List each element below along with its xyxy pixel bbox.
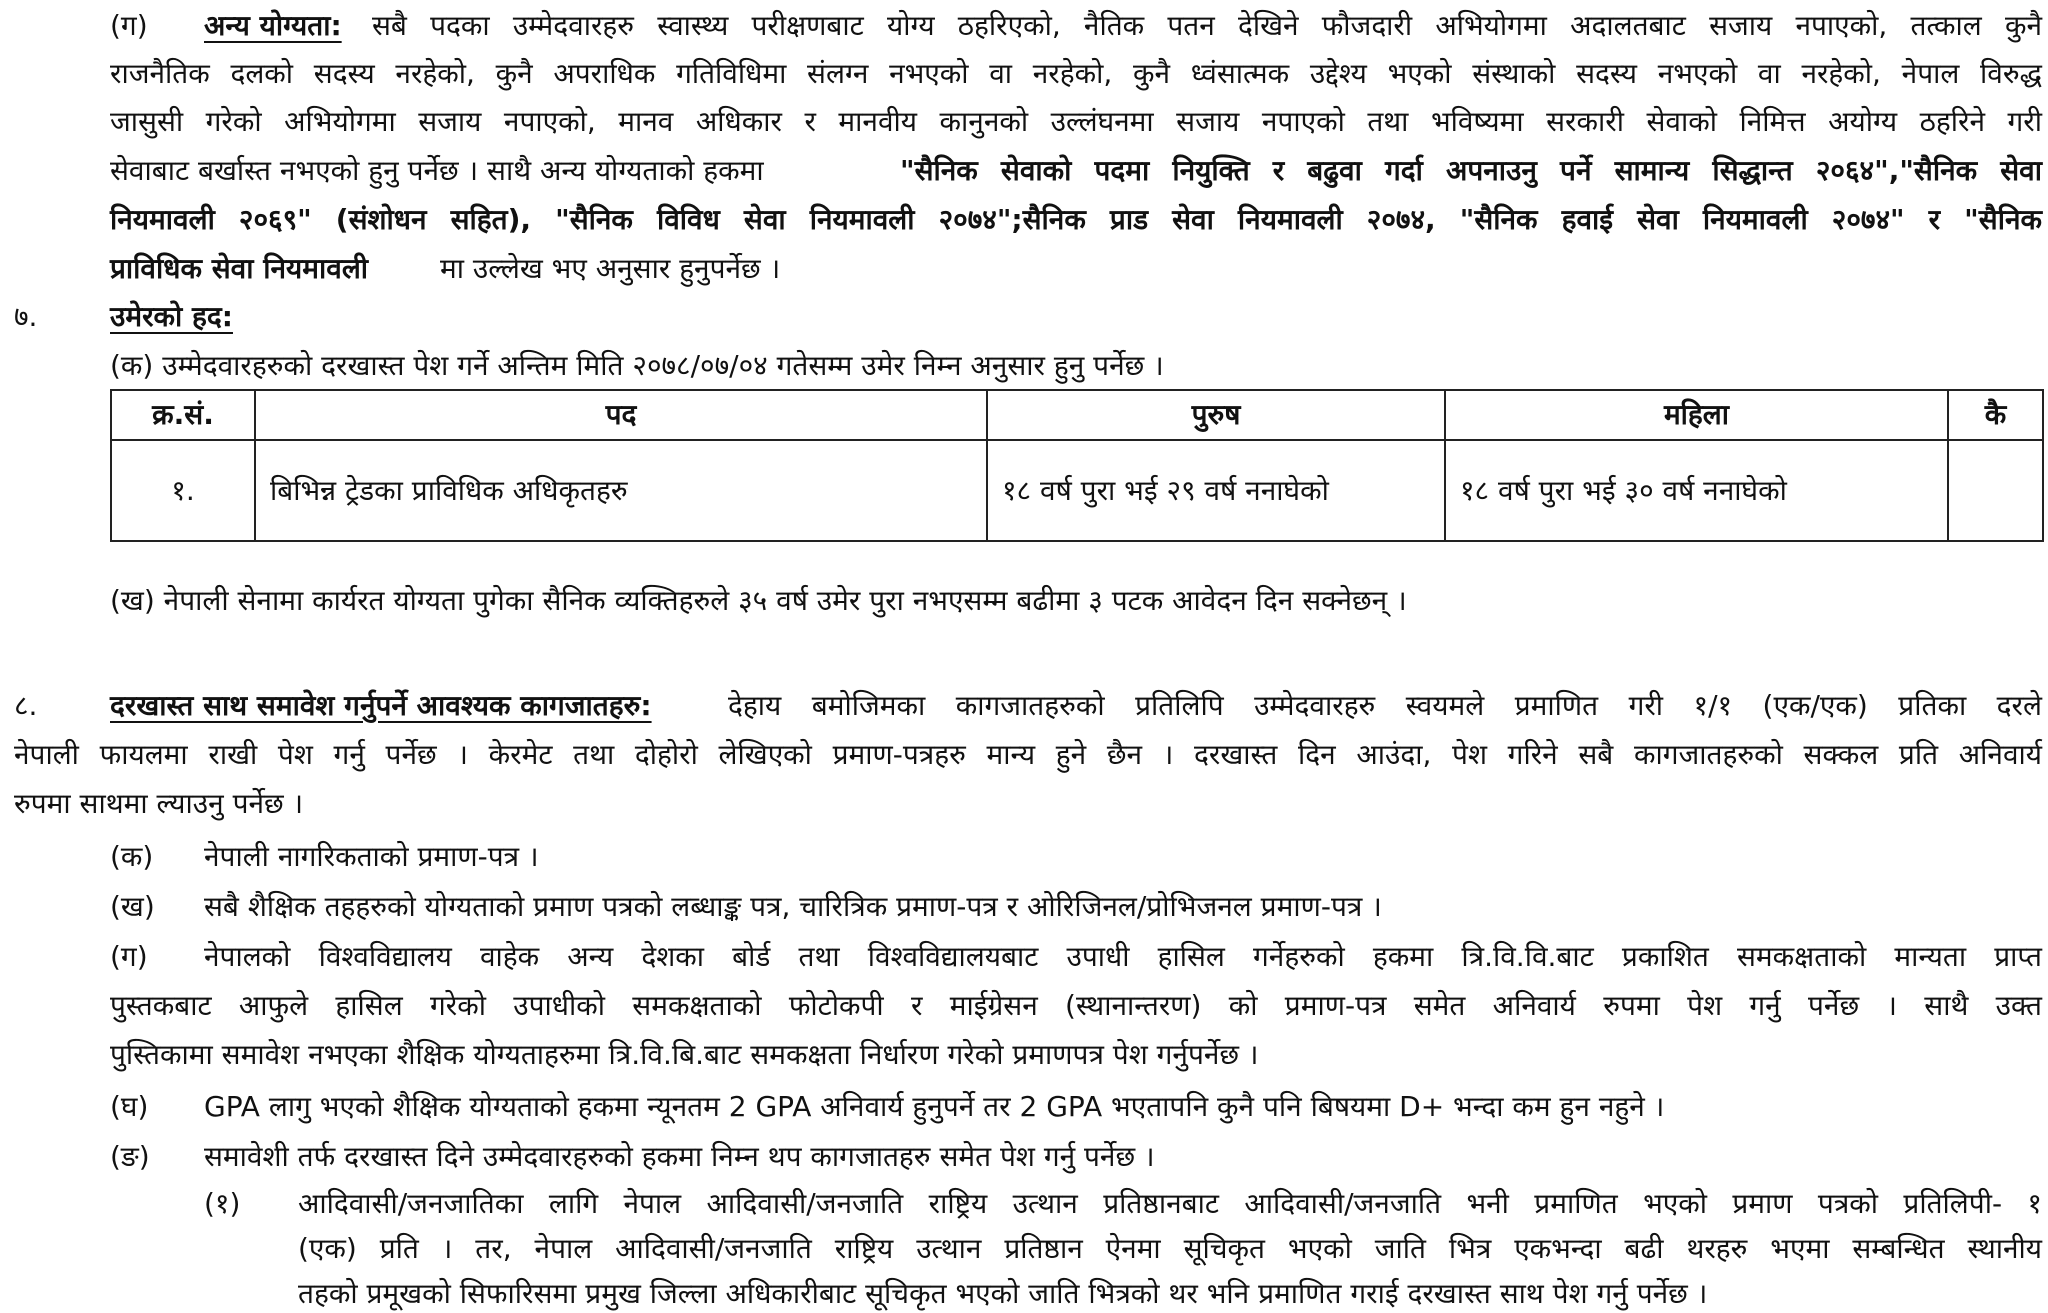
sub-item-1-line-3: तहको प्रमूखको सिफारिसमा प्रमुख जिल्ला अधिकारीबाट सूचिकृत भएको जाति भित्रको थर भनि प्रमाणित गराई दरखास्त साथ पेश गर्नु पर्नेछ । (298, 1277, 1708, 1310)
doc-item-ga-label: (ग) (110, 940, 148, 973)
doc-item-ga-line-2: पुस्तकबाट आफुले हासिल गरेको उपाधीको समकक्षताको फोटोकपी र माईग्रेसन (स्थानान्तरण) को प्रमाण-पत्र समेत अनिवार्य रुपमा पेश गर्नु पर्नेछ । साथै उक्त (110, 989, 2042, 1022)
section-ga-label: (ग) (110, 9, 148, 42)
doc-item-ga-line-3: पुस्तिकामा समावेश नभएका शैक्षिक योग्यताहरुमा त्रि.वि.बि.बाट समकक्षता निर्धारण गरेको प्रमाणपत्र पेश गर्नुपर्नेछ । (110, 1038, 1259, 1071)
doc-item-nga-label: (ङ) (110, 1140, 150, 1173)
section-ga-line-4b: "सैनिक सेवाको पदमा नियुक्ति र बढुवा गर्दा अपनाउनु पर्ने सामान्य सिद्धान्त २०६४","सैनिक सेवा (900, 154, 2042, 187)
sub-item-1-line-2: (एक) प्रति । तर, नेपाल आदिवासी/जनजाति राष्ट्रिय उत्थान प्रतिष्ठान ऐनमा सूचिकृत भएको जाति भित्र एकभन्दा बढी थरहरु भएमा सम्बन्धित स्थानीय (298, 1232, 2042, 1265)
cell-serial: १. (111, 440, 255, 541)
doc-item-gha-label: (घ) (110, 1090, 149, 1123)
sub-item-1-line-1: आदिवासी/जनजातिका लागि नेपाल आदिवासी/जनजाति राष्ट्रिय उत्थान प्रतिष्ठानबाट आदिवासी/जनजाति भनी प्रमाणित भएको प्रमाण पत्रको प्रतिलिपी- १ (298, 1187, 2042, 1220)
doc-item-kha: सबै शैक्षिक तहहरुको योग्यताको प्रमाण पत्रको लब्धाङ्क पत्र, चारित्रिक प्रमाण-पत्र र ओरिजिनल/प्रोभिजनल प्रमाण-पत्र । (204, 890, 1382, 923)
age-limit-table (110, 389, 2044, 542)
doc-item-ga-line-1: नेपालको विश्वविद्यालय वाहेक अन्य देशका बोर्ड तथा विश्वविद्यालयबाट उपाधी हासिल गर्नेहरुको हकमा त्रि.वि.वि.बाट प्रकाशित समकक्षताको मान्यता प्राप्त (204, 940, 2042, 973)
doc-item-gha: GPA लागु भएको शैक्षिक योग्यताको हकमा न्यूनतम 2 GPA अनिवार्य हुनुपर्ने तर 2 GPA भएतापनि कुनै पनि बिषयमा D+ भन्दा कम हुन नहुने । (204, 1090, 1665, 1123)
cell-male: १८ वर्ष पुरा भई २९ वर्ष ननाघेको (987, 440, 1445, 541)
doc-item-kha-label: (ख) (110, 890, 155, 923)
section-ga-line-2: राजनैतिक दलको सदस्य नरहेको, कुनै अपराधिक गतिविधिमा संलग्न नभएको वा नरहेको, कुनै ध्वंसात्मक उद्देश्य भएको संस्थाको सदस्य नभएको वा नरहेको, नेपाल विरुद्ध (110, 57, 2042, 90)
doc-item-ka: नेपाली नागरिकताको प्रमाण-पत्र । (204, 840, 539, 873)
section-8-intro-1: देहाय बमोजिमका कागजातहरुको प्रतिलिपि उम्मेदवारहरु स्वयमले प्रमाणित गरी १/१ (एक/एक) प्रतिका दरले (728, 689, 2042, 722)
section-ga-title: अन्य योग्यता: (204, 9, 342, 42)
header-remarks: कै (1948, 390, 2043, 440)
section-8-number: ८. (14, 689, 38, 722)
cell-post: बिभिन्न ट्रेडका प्राविधिक अधिकृतहरु (255, 440, 987, 541)
header-serial: क्र.सं. (111, 390, 255, 440)
section-ga-line-6a: प्राविधिक सेवा नियमावली (110, 252, 369, 285)
section-7-title: उमेरको हद: (110, 300, 233, 333)
section-7-number: ७. (14, 300, 38, 333)
cell-remarks (1948, 440, 2043, 541)
section-7-kha: (ख) नेपाली सेनामा कार्यरत योग्यता पुगेका सैनिक व्यक्तिहरुले ३५ वर्ष उमेर पुरा नभएसम्म बढीमा ३ पटक आवेदन दिन सक्नेछन् । (110, 584, 1407, 617)
section-ga-line-5: नियमावली २०६९" (संशोधन सहित), "सैनिक विविध सेवा नियमावली २०७४";सैनिक प्राड सेवा नियमावली २०७४, "सैनिक हवाई सेवा नियमावली २०७४" र "सैनिक (110, 203, 2042, 236)
header-female: महिला (1445, 390, 1948, 440)
section-ga-line-4a: सेवाबाट बर्खास्त नभएको हुनु पर्नेछ । साथै अन्य योग्यताको हकमा (110, 154, 764, 187)
section-ga-line-3: जासुसी गरेको अभियोगमा सजाय नपाएको, मानव अधिकार र मानवीय कानुनको उल्लंघनमा सजाय नपाएको तथा भविष्यमा सरकारी सेवाको निमित्त अयोग्य ठहरिने गरी (110, 105, 2042, 138)
cell-female: १८ वर्ष पुरा भई ३० वर्ष ननाघेको (1445, 440, 1948, 541)
header-male: पुरुष (987, 390, 1445, 440)
section-8-intro-2: नेपाली फायलमा राखी पेश गर्नु पर्नेछ । केरमेट तथा दोहोरो लेखिएको प्रमाण-पत्रहरु मान्य हुने छैन । दरखास्त दिन आउंदा, पेश गरिने सबै कागजातहरुको सक्कल प्रति अनिवार्य (14, 738, 2042, 771)
section-8-intro-3: रुपमा साथमा ल्याउनु पर्नेछ । (14, 787, 304, 820)
table-header-row (111, 390, 2043, 440)
doc-item-nga: समावेशी तर्फ दरखास्त दिने उम्मेदवारहरुको हकमा निम्न थप कागजातहरु समेत पेश गर्नु पर्नेछ । (204, 1140, 1155, 1173)
section-7-ka: (क) उम्मेदवारहरुको दरखास्त पेश गर्ने अन्तिम मिति २०७८/०७/०४ गतेसम्म उमेर निम्न अनुसार हुनु पर्नेछ । (110, 349, 1164, 382)
section-ga-line-1: सबै पदका उम्मेदवारहरु स्वास्थ्य परीक्षणबाट योग्य ठहरिएको, नैतिक पतन देखिने फौजदारी अभियोगमा अदालतबाट सजाय नपाएको, तत्काल कुनै (372, 9, 2042, 42)
header-post: पद (255, 390, 987, 440)
sub-item-1-label: (१) (204, 1187, 241, 1220)
doc-item-ka-label: (क) (110, 840, 154, 873)
section-8-title: दरखास्त साथ समावेश गर्नुपर्ने आवश्यक कागजातहरु: (110, 689, 652, 722)
section-ga-line-6b: मा उल्लेख भए अनुसार हुनुपर्नेछ । (440, 252, 781, 285)
table-row (111, 440, 2043, 541)
